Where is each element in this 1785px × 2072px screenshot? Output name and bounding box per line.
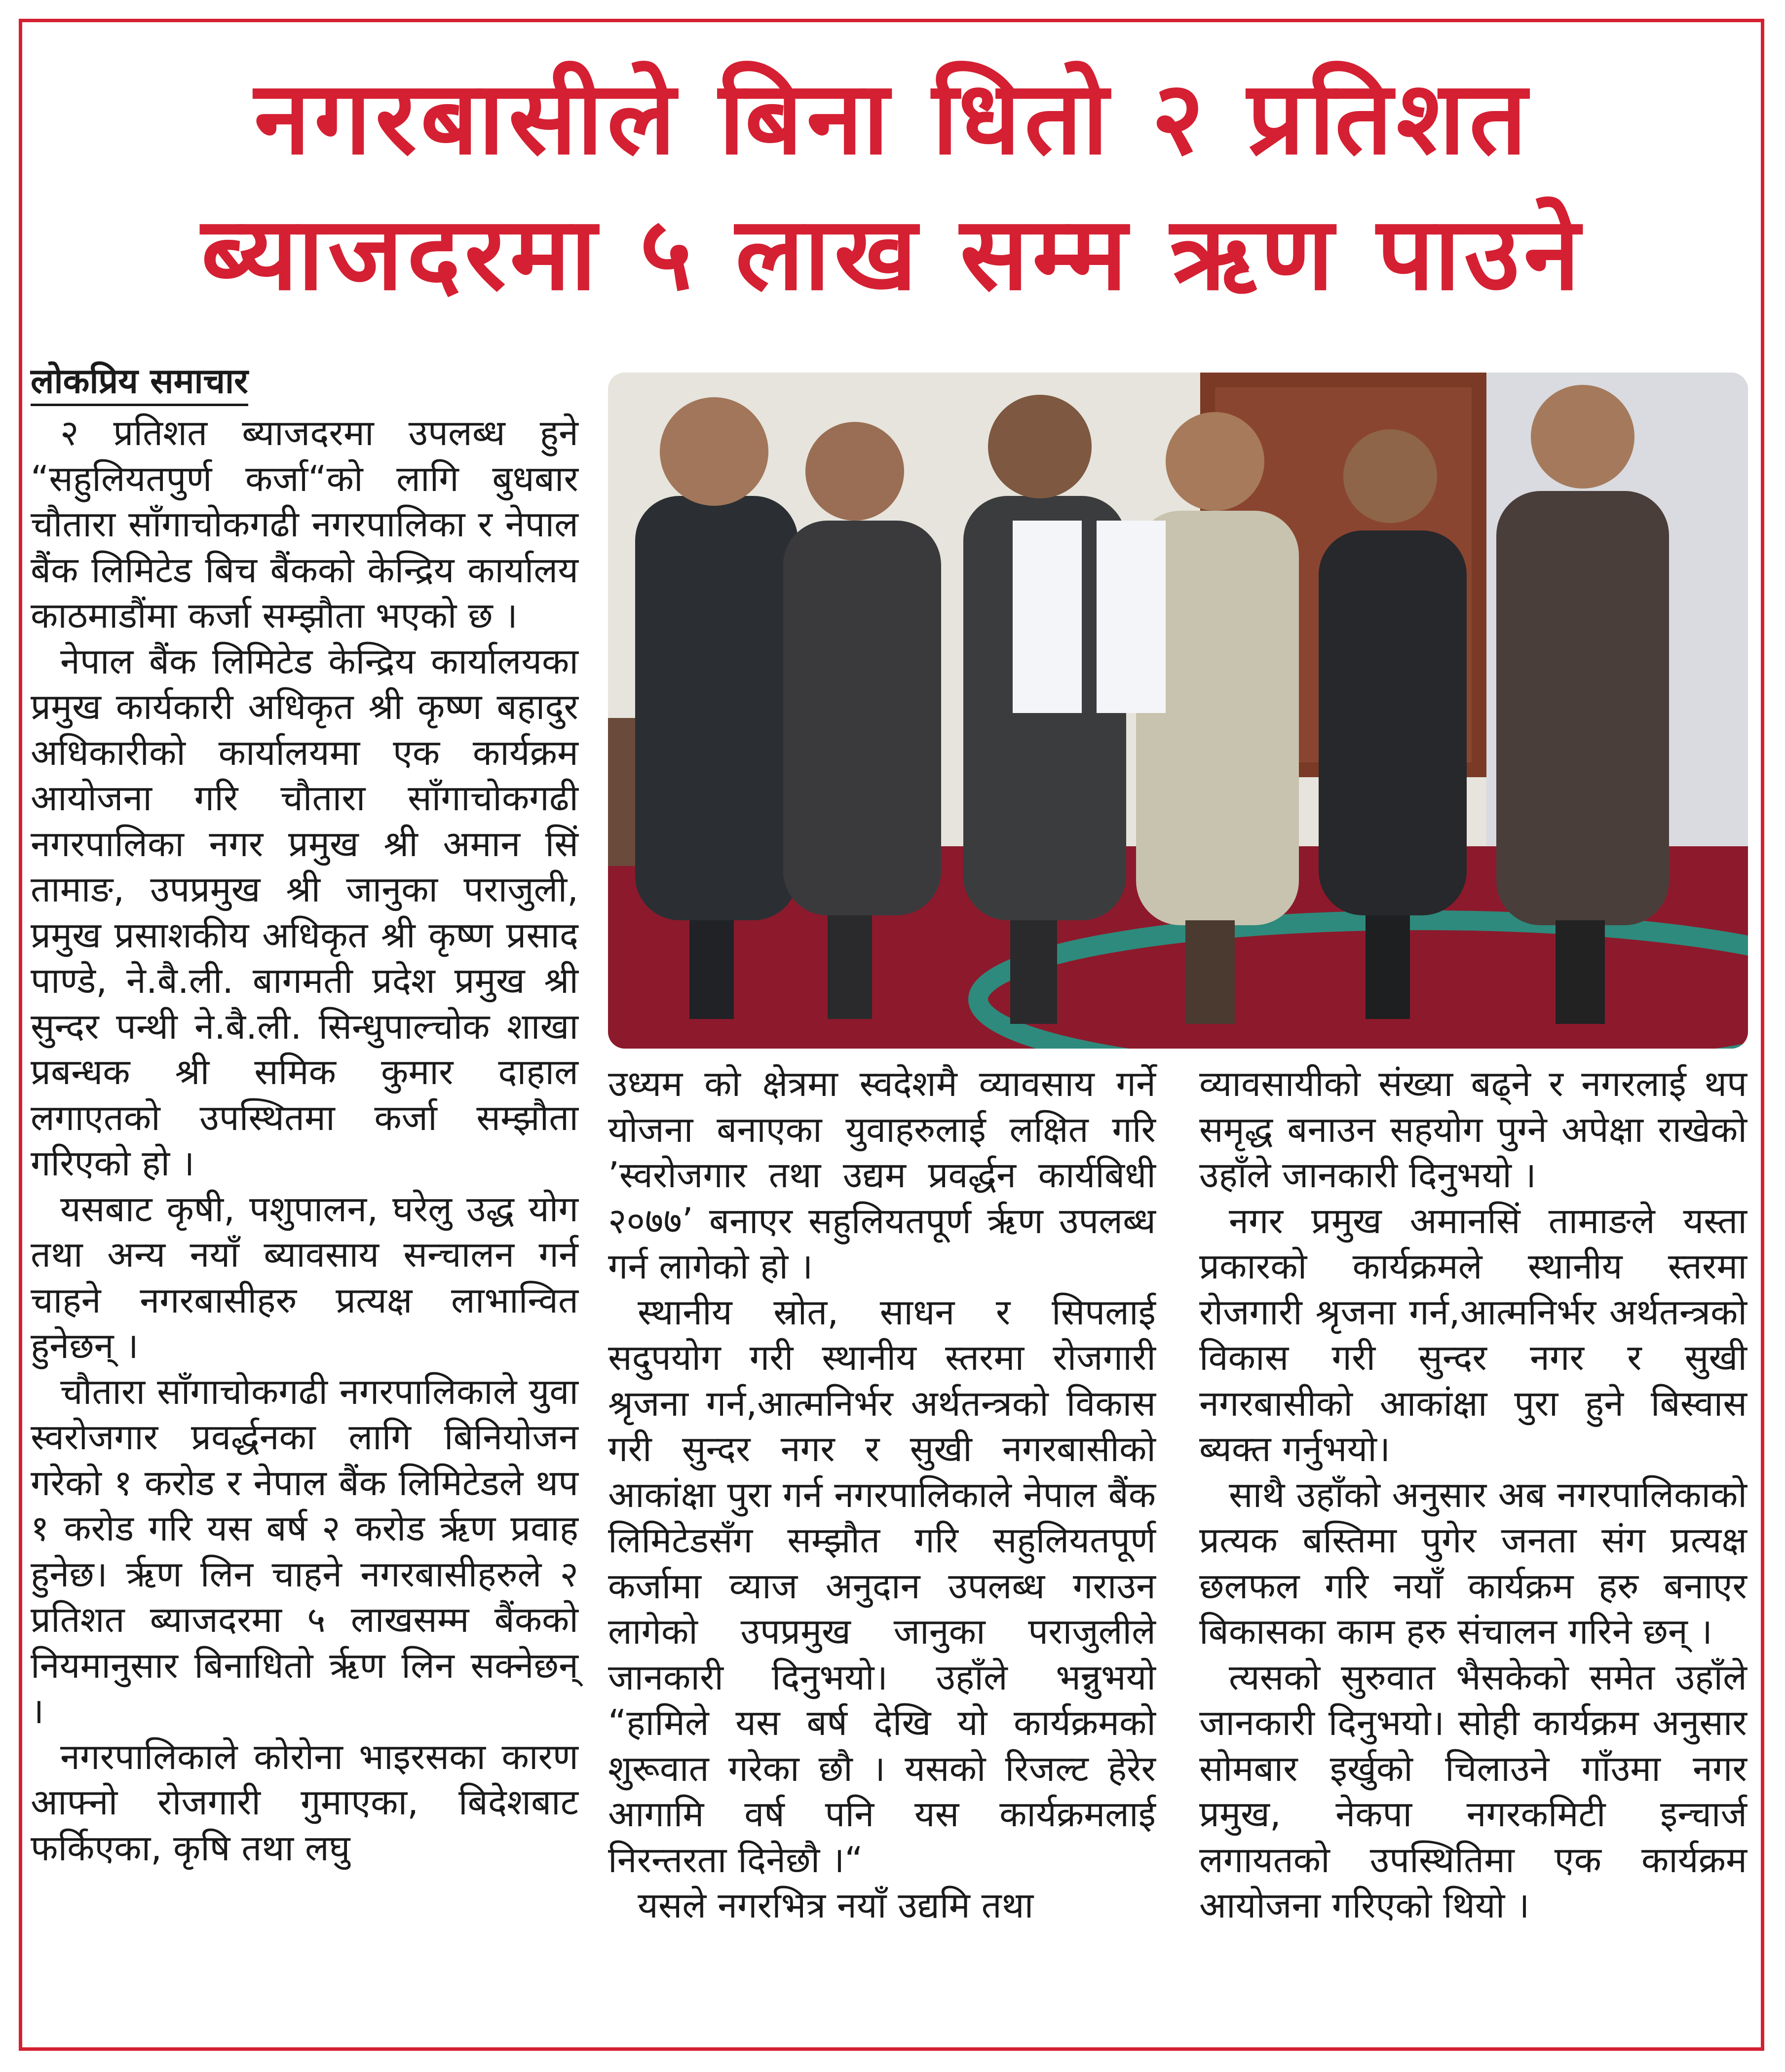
headline-line-1: नगरबासीले बिना धितो २ प्रतिशत [254, 60, 1531, 177]
paragraph: २ प्रतिशत ब्याजदरमा उपलब्ध हुने “सहुलियतपुर्ण कर्जा“को लागि बुधबार चौतारा साँगाचोकगढी नगरपालिका र नेपाल बैंक लिमिटेड बिच बैंकको केन्द्रिय कार्यालय काठमाडौंमा कर्जा सम्झौता भएको छ । [31, 412, 578, 636]
section-label: लोकप्रिय समाचार [31, 358, 248, 406]
article-column-1 [31, 358, 578, 1871]
paragraph: यसबाट कृषी, पशुपालन, घरेलु उद्ध योग तथा अन्य नयाँ ब्यावसाय सन्चालन गर्न चाहने नगरबासीहरु प्रत्यक्ष लाभान्वित हुनेछन् । [31, 1188, 578, 1366]
news-photo [608, 373, 1748, 1049]
paragraph: साथै उहाँको अनुसार अब नगरपालिकाको प्रत्यक बस्तिमा पुगेर जनता संग प्रत्यक्ष छलफल गरि नयाँ कार्यक्रम हरु बनाएर बिकासका काम हरु संचालन गरिने छन् । [1199, 1473, 1747, 1652]
paragraph: नगरपालिकाले कोरोना भाइरसका कारण आफ्नो रोजगारी गुमाएका, बिदेशबाट फर्किएका, कृषि तथा लघु [31, 1735, 578, 1869]
paragraph: यसले नगरभित्र नयाँ उद्यमि तथा [638, 1884, 1034, 1926]
article-column-2 [608, 1061, 1156, 1928]
headline-line-2: ब्याजदरमा ५ लाख सम्म ऋण पाउने [201, 195, 1584, 313]
paragraph: नेपाल बैंक लिमिटेड केन्द्रिय कार्यालयका प्रमुख कार्यकारी अधिकृत श्री कृष्ण बहादुर अधिकारीको कार्यालयमा एक कार्यक्रम आयोजना गरि चौतारा साँगाचोकगढी नगरपालिका नगर प्रमुख श्री अमान सिं तामाङ, उपप्रमुख श्री जानुका पराजुली, प्रमुख प्रसाशकीय अधिकृत श्री कृष्ण प्रसाद पाण्डे, ने.बै.ली. बागमती प्रदेश प्रमुख श्री सुन्दर पन्थी ने.बै.ली. सिन्धुपाल्चोक शाखा प्रबन्धक श्री समिक कुमार दाहाल लगाएतको उपस्थितमा कर्जा सम्झौता गरिएको हो । [31, 640, 578, 1184]
photo-illustration [608, 373, 1748, 1049]
paragraph: उध्यम को क्षेत्रमा स्वदेशमै व्यावसाय गर्ने योजना बनाएका युवाहरुलाई लक्षित गरि ’स्वरोजगार तथा उद्यम प्रवर्द्धन कार्यबिधी २०७७’ बनाएर सहुलियतपूर्ण ऋृण उपलब्ध गर्न लागेको हो । [608, 1063, 1156, 1287]
article-column-3 [1199, 1061, 1747, 1928]
paragraph: स्थानीय स्रोत, साधन र सिपलाई सदुपयोग गरी स्थानीय स्तरमा रोजगारी श्रृजना गर्न,आत्मनिर्भर अर्थतन्त्रको विकास गरी सुन्दर नगर र सुखी नगरबासीको आकांक्षा पुरा गर्न नगरपालिकाले नेपाल बैंक लिमिटेडसँग सम्झौत गरि सहुलियतपूर्ण कर्जामा व्याज अनुदान उपलब्ध गराउन लागेको उपप्रमुख जानुका पराजुलीले जानकारी दिनुभयो। उहाँले भन्नुभयो “हामिले यस बर्ष देखि यो कार्यक्रमको शुरूवात गरेका छौ । यसको रिजल्ट हेरेर आगामि वर्ष पनि यस कार्यक्रमलाई निरन्तरता दिनेछौ ।“ [608, 1291, 1156, 1881]
paragraph: चौतारा साँगाचोकगढी नगरपालिकाले युवा स्वरोजगार प्रवर्द्धनका लागि बिनियोजन गरेको १ करोड र नेपाल बैंक लिमिटेडले थप १ करोड गरि यस बर्ष २ करोड ऋृण प्रवाह हुनेछ। ऋृण लिन चाहने नगरबासीहरुले २ प्रतिशत ब्याजदरमा ५ लाखसम्म बैंकको नियमानुसार बिनाधितो ऋृण लिन सक्नेछन् । [31, 1370, 578, 1732]
paragraph: त्यसको सुरुवात भैसकेको समेत उहाँले जानकारी दिनुभयो। सोही कार्यक्रम अनुसार सोमबार इर्खुको चिलाउने गाँउमा नगर प्रमुख, नेकपा नगरकमिटी इन्चार्ज लगायतको उपस्थितिमा एक कार्यक्रम आयोजना गरिएको थियो । [1199, 1656, 1747, 1926]
paragraph: नगर प्रमुख अमानसिं तामाङले यस्ता प्रकारको कार्यक्रमले स्थानीय स्तरमा रोजगारी श्रृजना गर्न,आत्मनिर्भर अर्थतन्त्रको विकास गरी सुन्दर नगर र सुखी नगरबासीको आकांक्षा पुरा हुने बिस्वास ब्यक्त गर्नुभयो। [1199, 1200, 1747, 1469]
paragraph: व्यावसायीको संख्या बढ्ने र नगरलाई थप समृद्ध बनाउन सहयोग पुग्ने अपेक्षा राखेको उहाँले जानकारी दिनुभयो । [1199, 1063, 1747, 1196]
